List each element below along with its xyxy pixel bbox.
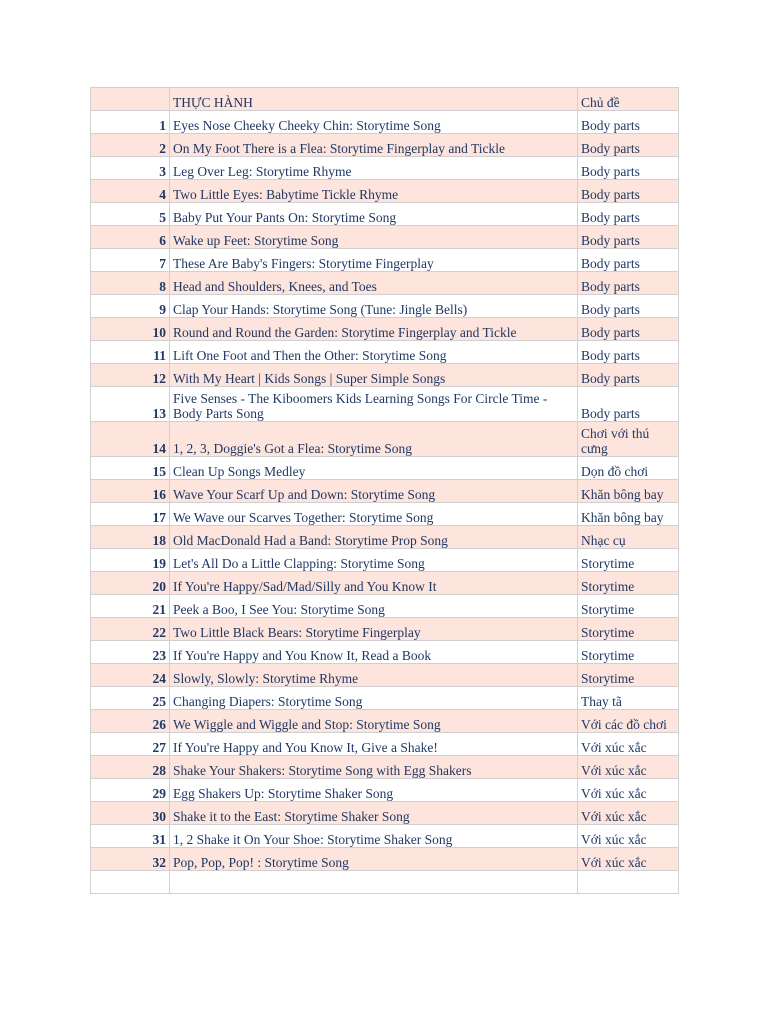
num-cell[interactable]: 12 <box>91 364 170 387</box>
practice-cell[interactable]: If You're Happy and You Know It, Give a Shake! <box>170 733 578 756</box>
topic-cell[interactable] <box>578 871 679 894</box>
table-row <box>91 871 679 894</box>
table-row <box>91 387 679 422</box>
num-cell[interactable]: 27 <box>91 733 170 756</box>
practice-cell[interactable]: Egg Shakers Up: Storytime Shaker Song <box>170 779 578 802</box>
topic-cell[interactable]: Thay tã <box>578 687 679 710</box>
num-cell[interactable]: 16 <box>91 480 170 503</box>
topic-cell[interactable]: Body parts <box>578 364 679 387</box>
num-cell[interactable]: 10 <box>91 318 170 341</box>
practice-cell[interactable]: Wave Your Scarf Up and Down: Storytime Song <box>170 480 578 503</box>
practice-cell[interactable] <box>170 871 578 894</box>
practice-cell[interactable]: Wake up Feet: Storytime Song <box>170 226 578 249</box>
num-cell[interactable] <box>91 871 170 894</box>
practice-cell[interactable]: Two Little Black Bears: Storytime Fingerplay <box>170 618 578 641</box>
table-row <box>91 825 679 848</box>
header-topic-cell[interactable]: Chủ đề <box>578 88 679 111</box>
table-row <box>91 802 679 825</box>
table-row <box>91 733 679 756</box>
num-cell[interactable]: 25 <box>91 687 170 710</box>
topic-cell[interactable]: Body parts <box>578 387 679 422</box>
header-practice-cell[interactable]: THỰC HÀNH <box>170 88 578 111</box>
topic-cell[interactable]: Body parts <box>578 341 679 364</box>
topic-cell[interactable]: Body parts <box>578 272 679 295</box>
practice-cell[interactable]: Slowly, Slowly: Storytime Rhyme <box>170 664 578 687</box>
table-row <box>91 480 679 503</box>
practice-cell[interactable]: We Wiggle and Wiggle and Stop: Storytime Song <box>170 710 578 733</box>
table-row <box>91 364 679 387</box>
practice-cell[interactable]: If You're Happy and You Know It, Read a Book <box>170 641 578 664</box>
num-cell[interactable]: 14 <box>91 422 170 457</box>
num-cell[interactable]: 20 <box>91 572 170 595</box>
table-row <box>91 526 679 549</box>
practice-cell[interactable]: These Are Baby's Fingers: Storytime Fingerplay <box>170 249 578 272</box>
num-cell[interactable]: 3 <box>91 157 170 180</box>
num-cell[interactable]: 29 <box>91 779 170 802</box>
topic-cell[interactable]: Nhạc cụ <box>578 526 679 549</box>
num-cell[interactable]: 21 <box>91 595 170 618</box>
topic-cell[interactable]: Storytime <box>578 664 679 687</box>
table-row <box>91 111 679 134</box>
practice-cell[interactable]: Shake it to the East: Storytime Shaker Song <box>170 802 578 825</box>
practice-cell[interactable]: Shake Your Shakers: Storytime Song with Egg Shakers <box>170 756 578 779</box>
practice-cell[interactable]: If You're Happy/Sad/Mad/Silly and You Know It <box>170 572 578 595</box>
topic-cell[interactable]: Body parts <box>578 203 679 226</box>
table-row <box>91 595 679 618</box>
num-cell[interactable]: 32 <box>91 848 170 871</box>
practice-cell[interactable]: Head and Shoulders, Knees, and Toes <box>170 272 578 295</box>
table-row <box>91 457 679 480</box>
num-cell[interactable]: 28 <box>91 756 170 779</box>
topic-cell[interactable]: Body parts <box>578 226 679 249</box>
table-row <box>91 249 679 272</box>
table-row <box>91 272 679 295</box>
practice-cell[interactable]: Changing Diapers: Storytime Song <box>170 687 578 710</box>
num-cell[interactable]: 5 <box>91 203 170 226</box>
practice-cell[interactable]: Five Senses - The Kiboomers Kids Learning Songs For Circle Time - Body Parts Song <box>170 387 578 422</box>
topic-cell[interactable]: Body parts <box>578 295 679 318</box>
topic-cell[interactable]: Với xúc xắc <box>578 825 679 848</box>
practice-cell[interactable]: Old MacDonald Had a Band: Storytime Prop Song <box>170 526 578 549</box>
table-row <box>91 134 679 157</box>
num-cell[interactable]: 22 <box>91 618 170 641</box>
num-cell[interactable]: 6 <box>91 226 170 249</box>
practice-cell[interactable]: Pop, Pop, Pop! : Storytime Song <box>170 848 578 871</box>
table-row <box>91 641 679 664</box>
topic-cell[interactable]: Body parts <box>578 111 679 134</box>
practice-cell[interactable]: Let's All Do a Little Clapping: Storytime Song <box>170 549 578 572</box>
table-row <box>91 422 679 457</box>
practice-cell[interactable]: We Wave our Scarves Together: Storytime Song <box>170 503 578 526</box>
header-row <box>91 88 679 111</box>
table-row <box>91 295 679 318</box>
table-row <box>91 341 679 364</box>
num-cell[interactable]: 8 <box>91 272 170 295</box>
table-row <box>91 848 679 871</box>
table-row <box>91 572 679 595</box>
topic-cell[interactable]: Khăn bông bay <box>578 503 679 526</box>
table-row <box>91 664 679 687</box>
practice-cell[interactable]: Round and Round the Garden: Storytime Fingerplay and Tickle <box>170 318 578 341</box>
practice-cell[interactable]: Peek a Boo, I See You: Storytime Song <box>170 595 578 618</box>
topic-cell[interactable]: Body parts <box>578 180 679 203</box>
topic-cell[interactable]: Body parts <box>578 318 679 341</box>
topic-cell[interactable]: Với các đồ chơi <box>578 710 679 733</box>
topic-cell[interactable]: Storytime <box>578 618 679 641</box>
table-row <box>91 203 679 226</box>
num-cell[interactable]: 17 <box>91 503 170 526</box>
topic-cell[interactable]: Body parts <box>578 134 679 157</box>
table-row <box>91 318 679 341</box>
practice-cell[interactable]: Eyes Nose Cheeky Cheeky Chin: Storytime Song <box>170 111 578 134</box>
practice-cell[interactable]: Clean Up Songs Medley <box>170 457 578 480</box>
table-row <box>91 687 679 710</box>
num-cell[interactable]: 7 <box>91 249 170 272</box>
table-row <box>91 503 679 526</box>
table-row <box>91 549 679 572</box>
num-cell[interactable]: 13 <box>91 387 170 422</box>
topic-cell[interactable]: Storytime <box>578 549 679 572</box>
table-row <box>91 180 679 203</box>
topic-cell[interactable]: Với xúc xắc <box>578 848 679 871</box>
topic-cell[interactable]: Body parts <box>578 249 679 272</box>
table-row <box>91 779 679 802</box>
num-cell[interactable]: 9 <box>91 295 170 318</box>
header-num-cell[interactable] <box>91 88 170 111</box>
topic-cell[interactable]: Với xúc xắc <box>578 779 679 802</box>
topic-cell[interactable]: Dọn đồ chơi <box>578 457 679 480</box>
table-row <box>91 756 679 779</box>
practice-cell[interactable]: On My Foot There is a Flea: Storytime Fingerplay and Tickle <box>170 134 578 157</box>
num-cell[interactable]: 31 <box>91 825 170 848</box>
table-row <box>91 226 679 249</box>
table-row <box>91 157 679 180</box>
num-cell[interactable]: 1 <box>91 111 170 134</box>
topic-cell[interactable]: Với xúc xắc <box>578 756 679 779</box>
num-cell[interactable]: 15 <box>91 457 170 480</box>
topic-cell[interactable]: Với xúc xắc <box>578 802 679 825</box>
topic-cell[interactable]: Storytime <box>578 595 679 618</box>
num-cell[interactable]: 11 <box>91 341 170 364</box>
practice-table <box>90 87 679 894</box>
practice-cell[interactable]: Lift One Foot and Then the Other: Storytime Song <box>170 341 578 364</box>
num-cell[interactable]: 30 <box>91 802 170 825</box>
topic-cell[interactable]: Storytime <box>578 572 679 595</box>
num-cell[interactable]: 23 <box>91 641 170 664</box>
practice-cell[interactable]: With My Heart | Kids Songs | Super Simple Songs <box>170 364 578 387</box>
num-cell[interactable]: 24 <box>91 664 170 687</box>
topic-cell[interactable]: Khăn bông bay <box>578 480 679 503</box>
practice-cell[interactable]: Clap Your Hands: Storytime Song (Tune: Jingle Bells) <box>170 295 578 318</box>
num-cell[interactable]: 18 <box>91 526 170 549</box>
practice-cell[interactable]: Leg Over Leg: Storytime Rhyme <box>170 157 578 180</box>
num-cell[interactable]: 26 <box>91 710 170 733</box>
topic-cell[interactable]: Với xúc xắc <box>578 733 679 756</box>
topic-cell[interactable]: Storytime <box>578 641 679 664</box>
practice-cell[interactable]: Baby Put Your Pants On: Storytime Song <box>170 203 578 226</box>
practice-cell[interactable]: 1, 2 Shake it On Your Shoe: Storytime Shaker Song <box>170 825 578 848</box>
num-cell[interactable]: 2 <box>91 134 170 157</box>
topic-cell[interactable]: Body parts <box>578 157 679 180</box>
num-cell[interactable]: 4 <box>91 180 170 203</box>
table-body <box>91 88 679 894</box>
topic-cell[interactable]: Chơi với thú cưng <box>578 422 679 457</box>
table-row <box>91 618 679 641</box>
practice-cell[interactable]: 1, 2, 3, Doggie's Got a Flea: Storytime Song <box>170 422 578 457</box>
num-cell[interactable]: 19 <box>91 549 170 572</box>
practice-cell[interactable]: Two Little Eyes: Babytime Tickle Rhyme <box>170 180 578 203</box>
table-row <box>91 710 679 733</box>
